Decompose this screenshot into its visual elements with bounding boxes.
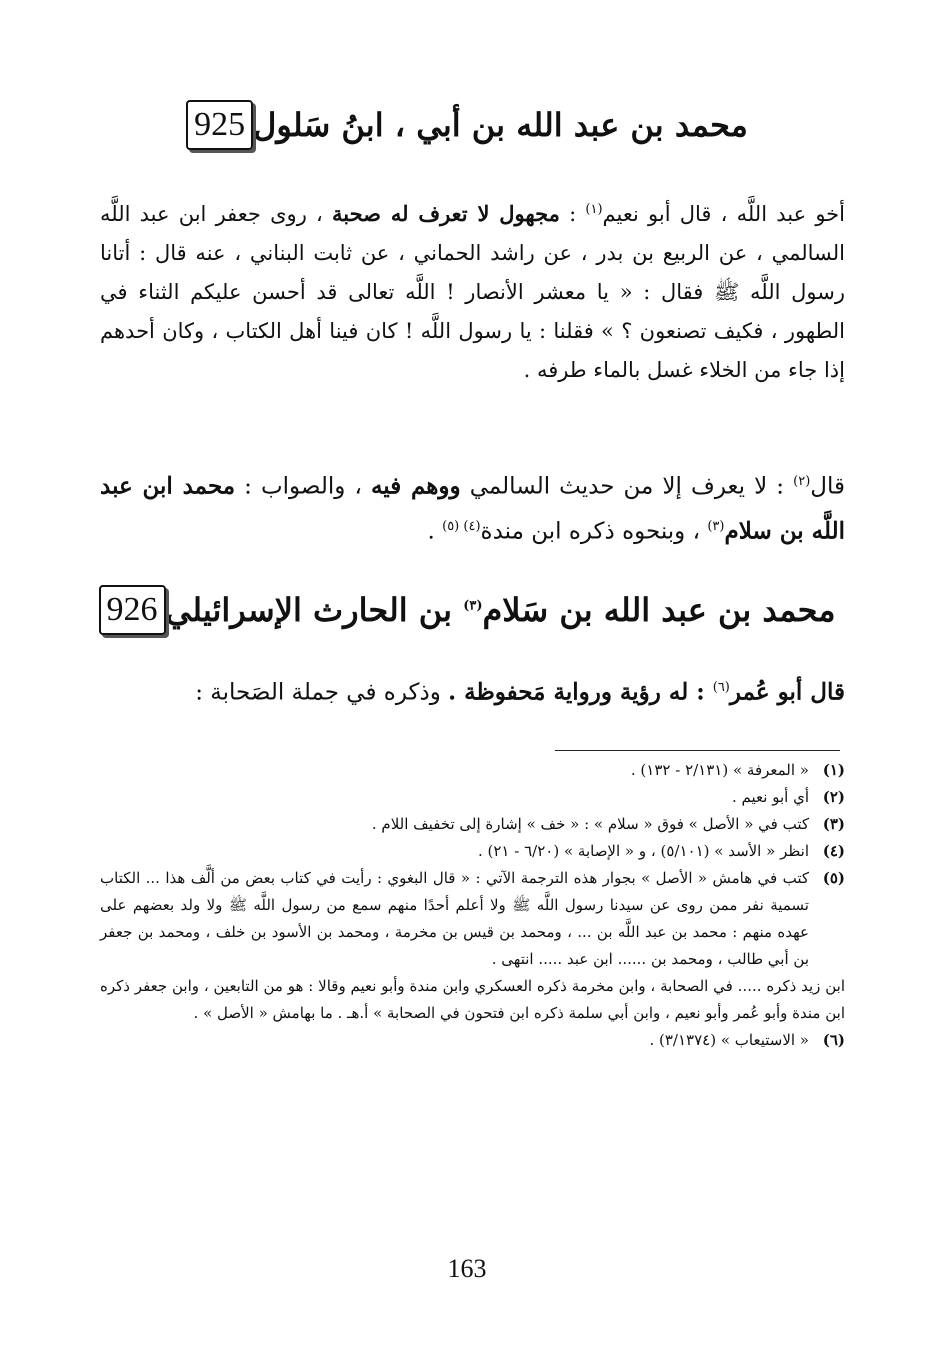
entry-926-body bbox=[100, 668, 845, 713]
footnote-number: (٥) bbox=[822, 869, 845, 887]
footnote-ref: (٣) bbox=[707, 518, 725, 534]
body-text: ، والصواب : bbox=[235, 473, 371, 500]
body-text: وذكره في جملة الصَحابة : bbox=[195, 679, 449, 706]
body-text: قال bbox=[810, 473, 845, 500]
emphasis-text: قال أبو عُمر bbox=[729, 678, 845, 706]
footnote-text: كتب في هامش « الأصل » بجوار هذه الترجمة الآتي : « قال البغوي : رأيت في كتاب بعض من ألَّف هذا ... الكتاب تسمية نفر ممن روى عن سيدنا رسول اللَّه ﷺ ولا أعلم أحدًا منهم سمع من رسول اللَّه ﷺ ولا ولد بعضهم على عهده منهم : محمد بن عبد اللَّه بن ... ، ومحمد بن قيس بن مخرمة ، ومحمد بن الأسود بن خلف ، ومحمد بن جعفر بن أبي طالب ، ومحمد بن ...... ابن عبد ..... انتهى . bbox=[100, 869, 809, 968]
footnote-text: « الاستيعاب » (٣/١٣٧٤) . bbox=[649, 1031, 809, 1049]
body-text: : bbox=[559, 202, 586, 226]
footnote-text: انظر « الأسد » (٥/١٠١) ، و « الإصابة » (٦/٢٠ - ٢١) . bbox=[477, 842, 809, 860]
footnote bbox=[100, 757, 845, 784]
entry-926-heading bbox=[80, 585, 840, 635]
footnote bbox=[100, 1027, 845, 1054]
emphasis-text: مجهول لا تعرف له صحبة bbox=[332, 201, 560, 226]
footnote-text: « المعرفة » (٢/١٣١ - ١٣٢) . bbox=[630, 761, 809, 779]
page-number: 163 bbox=[447, 1254, 487, 1283]
footnote-ref: (٦) bbox=[712, 680, 730, 695]
footnote-number: (١) bbox=[822, 761, 845, 779]
footnote-text: كتب في « الأصل » فوق « سلام » : « خف » إشارة إلى تخفيف اللام . bbox=[371, 815, 809, 833]
footnote bbox=[100, 811, 845, 838]
footnote-ref: (١) bbox=[585, 202, 603, 217]
footnote-number: (٤) bbox=[822, 842, 845, 860]
footnote-ref: (٣) bbox=[463, 598, 483, 614]
footnote-number: (٣) bbox=[822, 815, 845, 833]
footnote-ref: (٤) (٥) bbox=[442, 518, 481, 534]
entry-title: محمد بن عبد الله بن أبي ، ابنُ سَلول bbox=[253, 106, 748, 144]
footnote bbox=[100, 784, 845, 811]
footnote-continuation: ابن زيد ذكره ..... في الصحابة ، وابن مخرمة ذكره العسكري وابن مندة وأبو نعيم وقالا : هو من التابعين ، وابن جعفر ذكره ابن مندة وأبو عُمر وأبو نعيم ، وابن أبي سلمة ذكره ابن فتحون في الصحابة » أ.هـ . ما بهامش « الأصل » . bbox=[100, 977, 845, 1022]
body-text: ، روى جعفر ابن عبد اللَّه السالمي ، عن الربيع بن بدر ، عن راشد الحماني ، عن ثابت البناني ، عنه قال : أتانا رسول اللَّه ﷺ فقال : « يا معشر الأنصار ! اللَّه تعالى قد أحسن عليكم الثناء في الطهور ، فكيف تصنعون ؟ » فقلنا : يا رسول اللَّه ! كان فينا أهل الكتاب ، وكان أحدهم إذا جاء من الخلاء غسل بالماء طرفه . bbox=[100, 202, 845, 382]
entry-number-box: 925 bbox=[186, 100, 253, 150]
footnote-text: أي أبو نعيم . bbox=[732, 788, 809, 806]
entry-925-remark bbox=[100, 462, 845, 551]
body-text: ، وبنحوه ذكره ابن مندة bbox=[480, 518, 708, 545]
body-text: أخو عبد اللَّه ، قال أبو نعيم bbox=[602, 202, 845, 226]
footnote-number: (٢) bbox=[822, 788, 845, 806]
footnote-divider bbox=[555, 750, 840, 751]
entry-title bbox=[166, 591, 836, 629]
entry-number-box: 926 bbox=[99, 585, 166, 635]
entry-title-part: محمد بن عبد الله بن سَلام bbox=[482, 591, 836, 629]
footnote-number: (٦) bbox=[822, 1031, 845, 1049]
footnote bbox=[100, 838, 845, 865]
body-text: : لا يعرف إلا من حديث السالمي bbox=[460, 473, 794, 500]
body-text: . bbox=[427, 518, 443, 545]
entry-925-heading bbox=[80, 100, 840, 150]
emphasis-text: ووهم فيه bbox=[370, 472, 461, 500]
emphasis-text: محمد ابن عبد اللَّه بن سلام bbox=[100, 472, 845, 545]
emphasis-text: : له رؤية ورواية مَحفوظة . bbox=[448, 678, 713, 706]
entry-title-part: بن الحارث الإسرائيلي bbox=[165, 591, 464, 629]
entry-925-body bbox=[100, 190, 845, 390]
footnotes bbox=[100, 757, 845, 1054]
footnote-ref: (٢) bbox=[793, 474, 811, 489]
footnote bbox=[100, 865, 845, 973]
